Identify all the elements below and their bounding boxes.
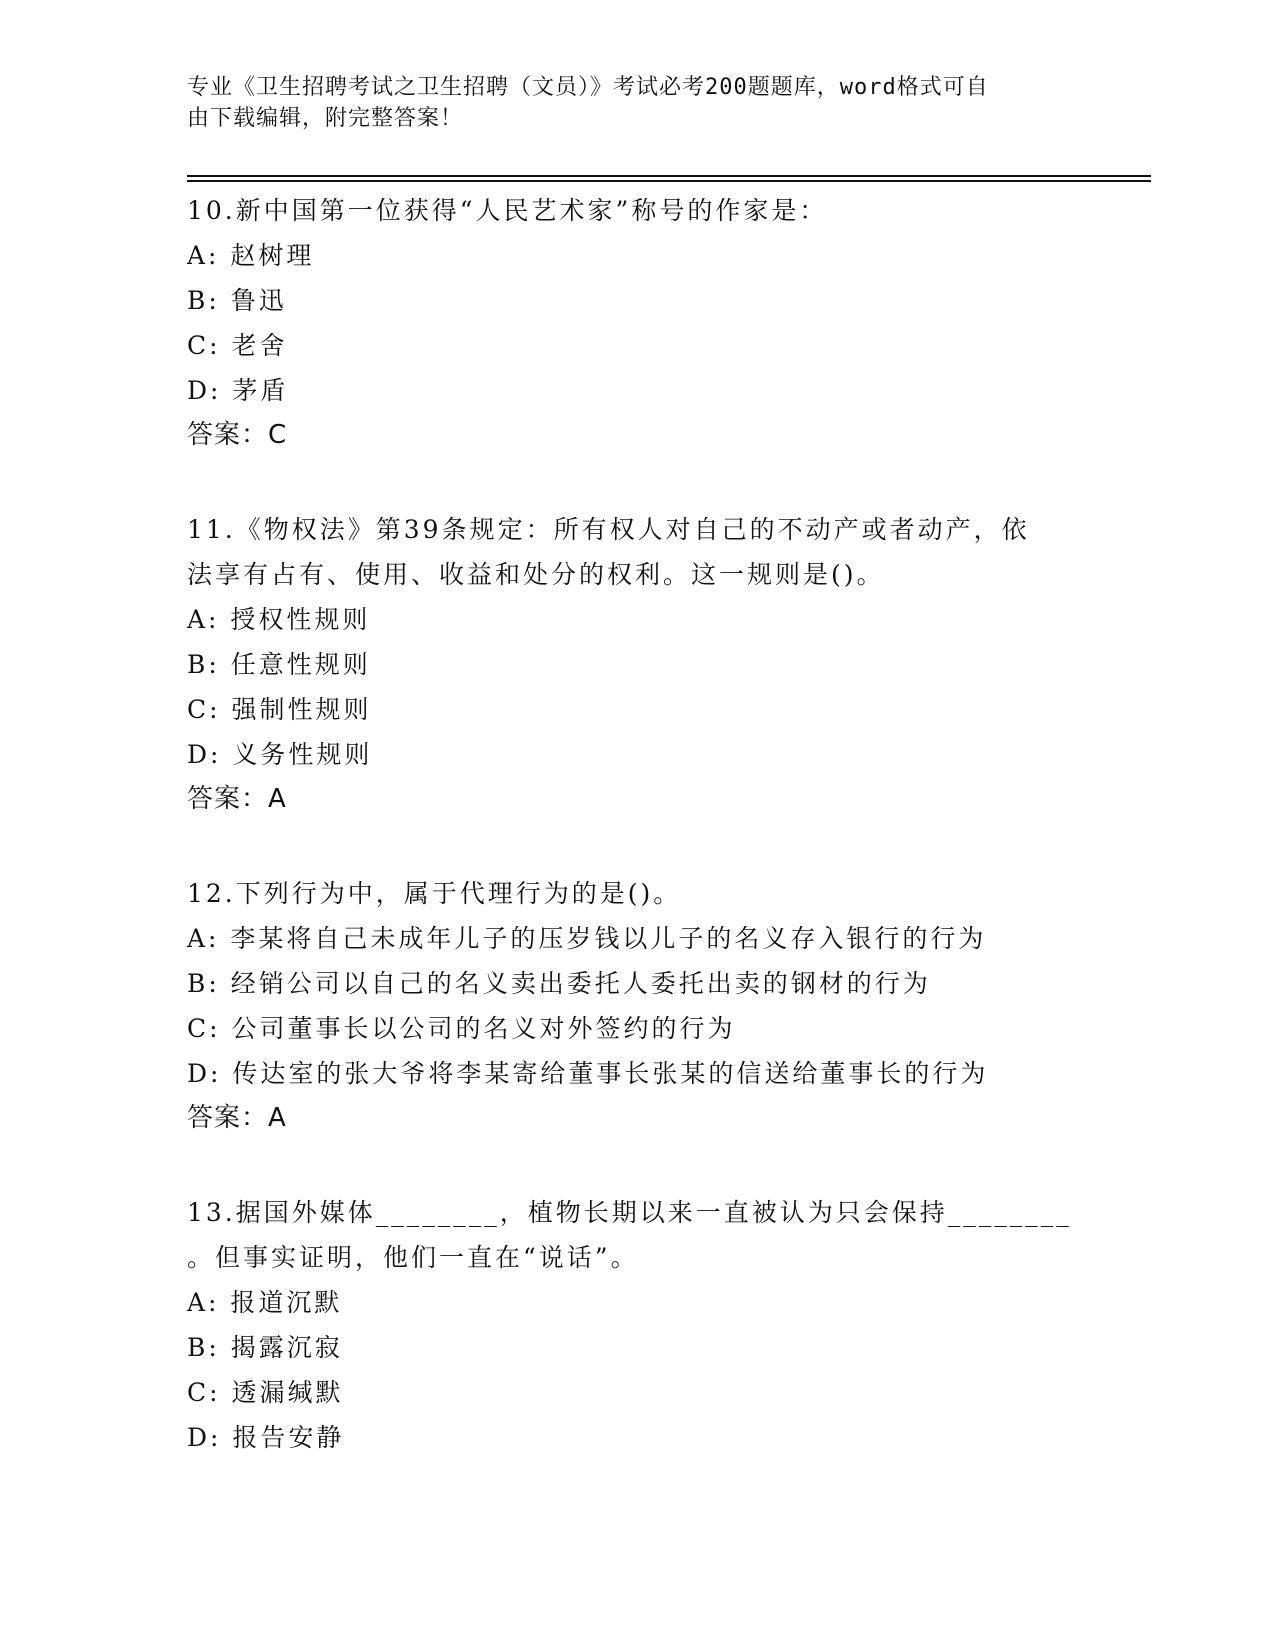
option-a: A: 李某将自己未成年儿子的压岁钱以儿子的名义存入银行的行为 xyxy=(187,924,987,953)
option-c: C: 公司董事长以公司的名义对外签约的行为 xyxy=(187,1014,736,1043)
question-10 xyxy=(187,188,1067,458)
option-c: C: 透漏缄默 xyxy=(187,1378,344,1407)
answer-line: 答案：C xyxy=(187,420,288,450)
option-a: A: 报道沉默 xyxy=(187,1288,343,1317)
option-a: A: 授权性规则 xyxy=(187,605,371,634)
document-intro xyxy=(187,72,1067,134)
question-12 xyxy=(187,871,1067,1141)
question-11 xyxy=(187,507,1067,822)
option-c: C: 强制性规则 xyxy=(187,695,372,724)
option-b: B: 揭露沉寂 xyxy=(187,1333,343,1362)
option-b: B: 经销公司以自己的名义卖出委托人委托出卖的钢材的行为 xyxy=(187,969,931,998)
option-b: B: 任意性规则 xyxy=(187,650,371,679)
answer-line: 答案：A xyxy=(187,784,287,814)
intro-line-1: 专业《卫生招聘考试之卫生招聘（文员）》考试必考200题题库，word格式可自 xyxy=(187,75,989,100)
option-d: D: 义务性规则 xyxy=(187,740,373,769)
option-d: D: 茅盾 xyxy=(187,376,289,405)
intro-line-2: 由下载编辑，附完整答案！ xyxy=(187,106,464,131)
question-stem: 13.据国外媒体________，植物长期以来一直被认为只会保持________ xyxy=(187,1198,1072,1227)
option-d: D: 报告安静 xyxy=(187,1423,345,1452)
header-divider-bottom xyxy=(187,180,1151,182)
question-stem-continued: 法享有占有、使用、收益和处分的权利。这一规则是()。 xyxy=(187,560,885,589)
option-a: A: 赵树理 xyxy=(187,241,315,270)
option-c: C: 老舍 xyxy=(187,331,288,360)
question-stem: 11.《物权法》第39条规定：所有权人对自己的不动产或者动产，依 xyxy=(187,515,1030,544)
question-stem: 10.新中国第一位获得“人民艺术家”称号的作家是： xyxy=(187,196,828,225)
option-b: B: 鲁迅 xyxy=(187,286,287,315)
question-stem: 12.下列行为中，属于代理行为的是()。 xyxy=(187,879,682,908)
answer-line: 答案：A xyxy=(187,1103,287,1133)
option-d: D: 传达室的张大爷将李某寄给董事长张某的信送给董事长的行为 xyxy=(187,1059,989,1088)
question-stem-continued: 。但事实证明，他们一直在“说话”。 xyxy=(187,1243,639,1272)
header-divider-top xyxy=(187,175,1151,177)
question-13 xyxy=(187,1190,1072,1460)
